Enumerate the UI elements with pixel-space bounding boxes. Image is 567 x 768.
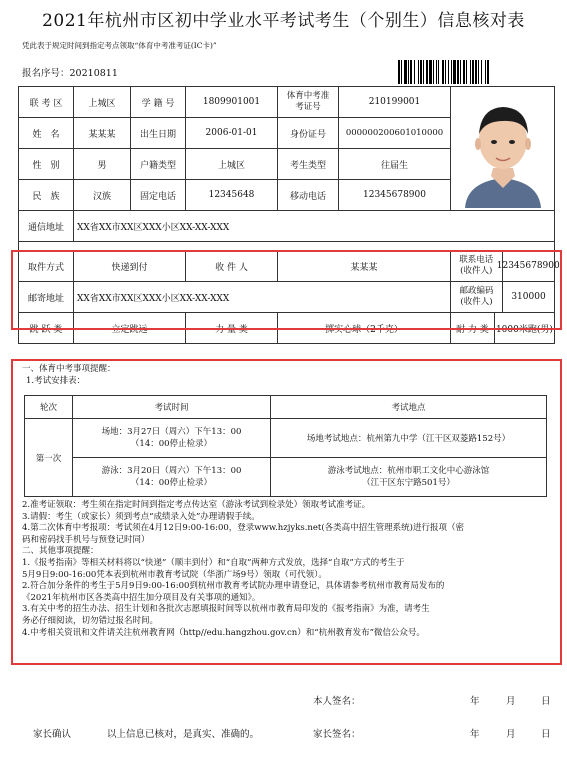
pe-ticket-label: 体育中考准考证号 bbox=[278, 87, 339, 118]
contact-label-line2: (收件人) bbox=[460, 266, 493, 276]
note-4a: 4.第二次体育中考报项：考试须在4月12日9:00-16:00，登录www.hzjyks.net(各类高中招生管理系统)进行报项（密 bbox=[22, 523, 464, 534]
self-sign-month: 月 bbox=[506, 696, 516, 707]
ethnicity-value: 汉族 bbox=[74, 180, 131, 211]
other-3a: 3.有关中考的招生办法、招生计划和各批次志愿填报时间等以杭州市教育局印发的《报考指南》为准，请考生 bbox=[22, 604, 430, 615]
reg-value: 20210811 bbox=[69, 68, 118, 79]
strength-value: 掷实心球（2千克） bbox=[278, 313, 451, 344]
other-1b: 5月9日9:00-16:00凭本表到杭州市教育考试院（华浙广场9号）领取（可代领）。 bbox=[22, 569, 327, 580]
registration-number bbox=[22, 65, 118, 79]
endurance-label: 耐 力 类 bbox=[451, 313, 495, 343]
other-2b: 《2021年杭州市区各类高中招生加分项目及有关事项的通知》。 bbox=[22, 592, 261, 603]
mobile-label: 移动电话 bbox=[278, 180, 339, 211]
address-label: 通信地址 bbox=[19, 211, 74, 242]
parent-sign-day: 日 bbox=[541, 729, 551, 740]
self-signature-label: 本人签名： bbox=[313, 696, 361, 707]
note-4b: 码和密码找手机号与预登记时同） bbox=[22, 534, 150, 545]
schedule-round: 第一次 bbox=[25, 419, 73, 497]
schedule-header-place: 考试地点 bbox=[271, 396, 547, 419]
parent-sign-year: 年 bbox=[470, 729, 480, 740]
barcode-bar bbox=[489, 60, 490, 84]
field-time-line2: （14：00停止检录） bbox=[130, 439, 213, 449]
contact-value: 12345678900 bbox=[496, 261, 560, 271]
parent-sign-month: 月 bbox=[506, 729, 516, 740]
endurance-value: 1000米跑(男) bbox=[495, 324, 553, 335]
student-no-label: 学 籍 号 bbox=[131, 87, 186, 118]
mail-address-value: XX省XX市XX区XXX小区XX-XX-XXX bbox=[74, 282, 451, 313]
pickup-method-label: 取件方式 bbox=[19, 251, 74, 282]
gender-label: 性 别 bbox=[19, 149, 74, 180]
note-2: 2.准考证领取：考生须在指定时间到指定考点传达室（游泳考试到检录处）领取考试准考证。 bbox=[22, 500, 371, 510]
pickup-highlight-box bbox=[11, 250, 562, 330]
swim-place-line2: （江干区东宁路501号） bbox=[362, 478, 455, 488]
postcode-value: 310000 bbox=[511, 292, 546, 302]
candidate-type-label: 考生类型 bbox=[278, 149, 339, 180]
strength-label: 力 量 类 bbox=[186, 313, 278, 344]
swim-time-line1: 游泳：3月20日（周六）下午13：00 bbox=[101, 466, 242, 476]
dob-label: 出生日期 bbox=[131, 118, 186, 149]
phone-label: 固定电话 bbox=[131, 180, 186, 211]
other-4: 4.中考相关资讯和文件请关注杭州教育网（http//edu.hangzhou.gov.cn）和“杭州教育发布”微信公众号。 bbox=[22, 627, 425, 638]
schedule-header-round: 轮次 bbox=[25, 396, 73, 419]
pickup-method-value: 快递到付 bbox=[74, 251, 186, 282]
name-value: 某某某 bbox=[74, 118, 131, 149]
field-time-line1: 场地：3月27日（周六）下午13：00 bbox=[101, 427, 242, 437]
id-label: 身份证号 bbox=[278, 118, 339, 149]
student-photo bbox=[451, 87, 555, 211]
hukou-value: 上城区 bbox=[186, 149, 278, 180]
schedule-header-time: 考试时间 bbox=[73, 396, 271, 419]
name-label: 姓 名 bbox=[19, 118, 74, 149]
barcode-image bbox=[398, 60, 548, 84]
jump-value: 立定跳远 bbox=[74, 313, 186, 344]
exam-area-value: 上城区 bbox=[74, 87, 131, 118]
field-time bbox=[73, 419, 271, 458]
candidate-type-value: 往届生 bbox=[339, 149, 451, 180]
recipient-value: 某某某 bbox=[278, 251, 451, 282]
mail-address-label: 邮寄地址 bbox=[19, 282, 74, 313]
mobile-value: 12345678900 bbox=[339, 180, 451, 211]
self-sign-day: 日 bbox=[541, 696, 551, 707]
address-value: XX省XX市XX区XXX小区XX-XX-XXX bbox=[74, 211, 555, 242]
notes-heading-1-1: 1.考试安排表： bbox=[26, 375, 86, 386]
swim-place-line1: 游泳考试地点：杭州市职工文化中心游泳馆 bbox=[327, 466, 490, 476]
field-place: 场地考试地点：杭州第九中学（江干区双菱路152号） bbox=[271, 419, 547, 458]
reg-label: 报名序号： bbox=[22, 68, 70, 79]
swim-time bbox=[73, 458, 271, 497]
notes-list bbox=[22, 500, 552, 639]
hukou-label: 户籍类型 bbox=[131, 149, 186, 180]
id-value: 000000200601010000 bbox=[339, 118, 451, 149]
exam-area-label: 联 考 区 bbox=[19, 87, 74, 118]
contact-label-line1: 联系电话 bbox=[459, 255, 494, 265]
phone-value: 12345648 bbox=[186, 180, 278, 211]
jump-label: 跳 跃 类 bbox=[19, 313, 74, 344]
notes-heading-2: 二、其他事项提醒： bbox=[22, 546, 99, 557]
schedule-table bbox=[24, 395, 547, 497]
notes-heading-1: 一、体育中考事项提醒： bbox=[22, 364, 116, 374]
dob-value: 2006-01-01 bbox=[186, 118, 278, 149]
self-sign-year: 年 bbox=[470, 696, 480, 707]
parent-confirm-label: 家长确认 bbox=[33, 729, 72, 740]
parent-signature-label: 家长签名： bbox=[313, 729, 361, 740]
other-3b: 务必仔细阅读，切勿错过报名时间。 bbox=[22, 615, 159, 626]
recipient-label: 收 件 人 bbox=[186, 251, 278, 282]
document-title: 2021年杭州市区初中学业水平考试考生（个别生）信息核对表 bbox=[42, 11, 525, 31]
note-3: 3.请假：考生（或家长）须到考点“成绩录入处”办理请假手续。 bbox=[22, 511, 260, 522]
postcode-label-line1: 邮政编码 bbox=[459, 286, 494, 296]
student-no-value: 1809901001 bbox=[186, 87, 278, 118]
gender-value: 男 bbox=[74, 149, 131, 180]
other-1a: 1.《报考指南》等相关材料将以“快递”（顺丰到付）和“自取”两种方式发放，选择“自取”方式的考生于 bbox=[22, 557, 405, 568]
document-subtitle: 凭此表于规定时间到指定考点领取“体育中考准考证(IC卡)” bbox=[22, 41, 217, 50]
parent-confirm-text: 以上信息已核对，是真实、准确的。 bbox=[107, 729, 260, 740]
swim-time-line2: （14：00停止检录） bbox=[130, 478, 213, 488]
notes-section bbox=[22, 364, 552, 387]
swim-place bbox=[271, 458, 547, 497]
other-2a: 2.符合加分条件的考生于5月9日9:00-16:00到杭州市教育考试院办理申请登记，具体请参考杭州市教育局发布的 bbox=[22, 581, 445, 592]
ethnicity-label: 民 族 bbox=[19, 180, 74, 211]
postcode-label-line2: (收件人) bbox=[460, 297, 493, 307]
pe-ticket-value: 210199001 bbox=[339, 87, 451, 118]
